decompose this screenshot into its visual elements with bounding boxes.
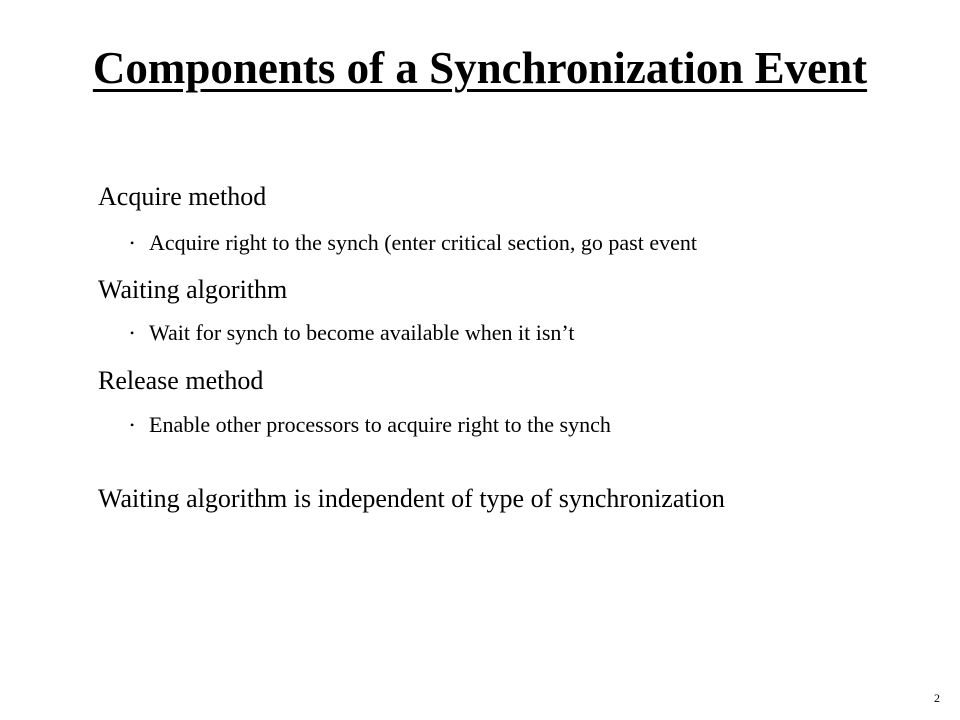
subitem-release-method	[130, 414, 611, 436]
item-acquire-method: Acquire method	[98, 182, 267, 211]
item-release-method: Release method	[98, 366, 264, 395]
item-waiting-algorithm: Waiting algorithm	[98, 275, 288, 304]
bullet-icon: •	[130, 325, 135, 340]
subitem-text: Wait for synch to become available when it isn’t	[149, 320, 575, 345]
subitem-acquire-method	[130, 232, 697, 254]
bullet-icon: •	[130, 235, 135, 250]
page-number: 2	[934, 691, 940, 705]
subitem-waiting-algorithm	[130, 322, 574, 344]
bullet-icon: •	[130, 417, 135, 432]
slide-note: Waiting algorithm is independent of type of synchronization	[98, 484, 725, 513]
subitem-text: Enable other processors to acquire right to the synch	[149, 412, 611, 437]
slide-title: Components of a Synchronization Event	[92, 43, 868, 93]
subitem-text: Acquire right to the synch (enter critical section, go past event	[149, 230, 697, 255]
